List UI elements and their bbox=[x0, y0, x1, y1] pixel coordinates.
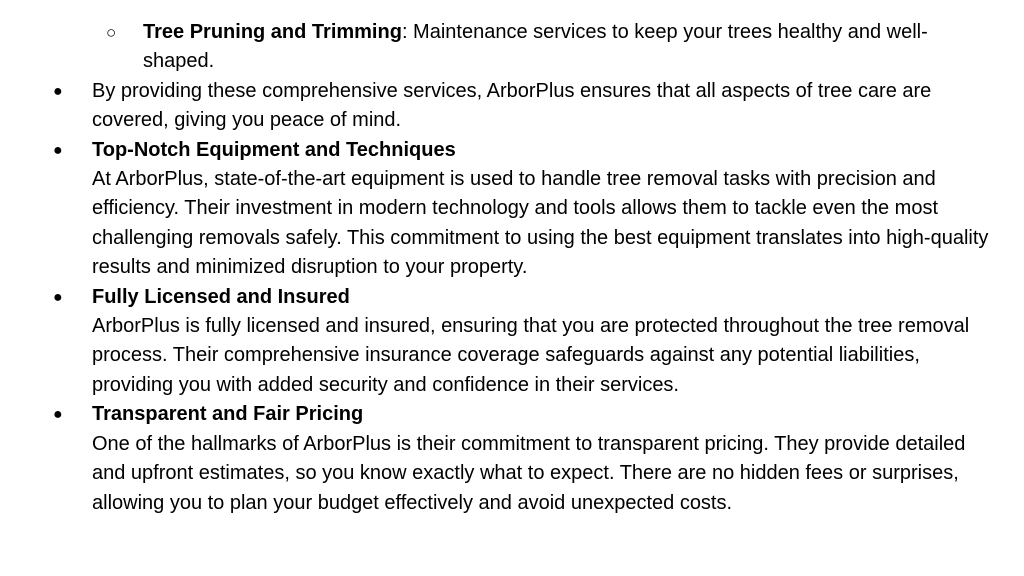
section-heading: Top-Notch Equipment and Techniques bbox=[92, 138, 456, 161]
list-item-text: : Maintenance services to keep your trees healthy and well-shaped. bbox=[143, 21, 928, 73]
section-body: One of the hallmarks of ArborPlus is their commitment to transparent pricing. They provide detailed and upfront estimates, so you know exactly what to expect. There are no hidden fees or surprises, allowing you to plan your budget effectively and avoid unexpected costs. bbox=[92, 432, 966, 514]
document-body bbox=[0, 18, 1024, 518]
bullet-icon: ● bbox=[53, 406, 63, 424]
list-item-equipment bbox=[0, 136, 992, 283]
list-item-tree-pruning bbox=[0, 18, 963, 77]
bullet-icon: ● bbox=[53, 288, 63, 306]
summary-text: By providing these comprehensive services, ArborPlus ensures that all aspects of tree care are covered, giving you peace of mind. bbox=[92, 79, 932, 132]
list-item-summary bbox=[0, 77, 992, 136]
section-body: ArborPlus is fully licensed and insured, ensuring that you are protected throughout the tree removal process. Their comprehensive insurance coverage safeguards against any potential liabilities, providing you with added security and confidence in their services. bbox=[92, 315, 970, 396]
bullet-icon: ● bbox=[53, 141, 63, 159]
hollow-bullet-icon: ○ bbox=[106, 23, 117, 42]
bullet-icon: ● bbox=[53, 82, 63, 100]
section-heading: Transparent and Fair Pricing bbox=[92, 403, 364, 426]
section-heading: Fully Licensed and Insured bbox=[92, 285, 350, 308]
list-item-licensed bbox=[0, 283, 992, 401]
list-item-title: Tree Pruning and Trimming bbox=[143, 21, 402, 43]
list-item-pricing bbox=[0, 400, 992, 518]
section-body: At ArborPlus, state-of-the-art equipment is used to handle tree removal tasks with precision and efficiency. Their investment in modern technology and tools allows them to tackle even the most challenging removals safely. This commitment to using the best equipment translates into high-quality results and minimized disruption to your property. bbox=[92, 168, 989, 279]
